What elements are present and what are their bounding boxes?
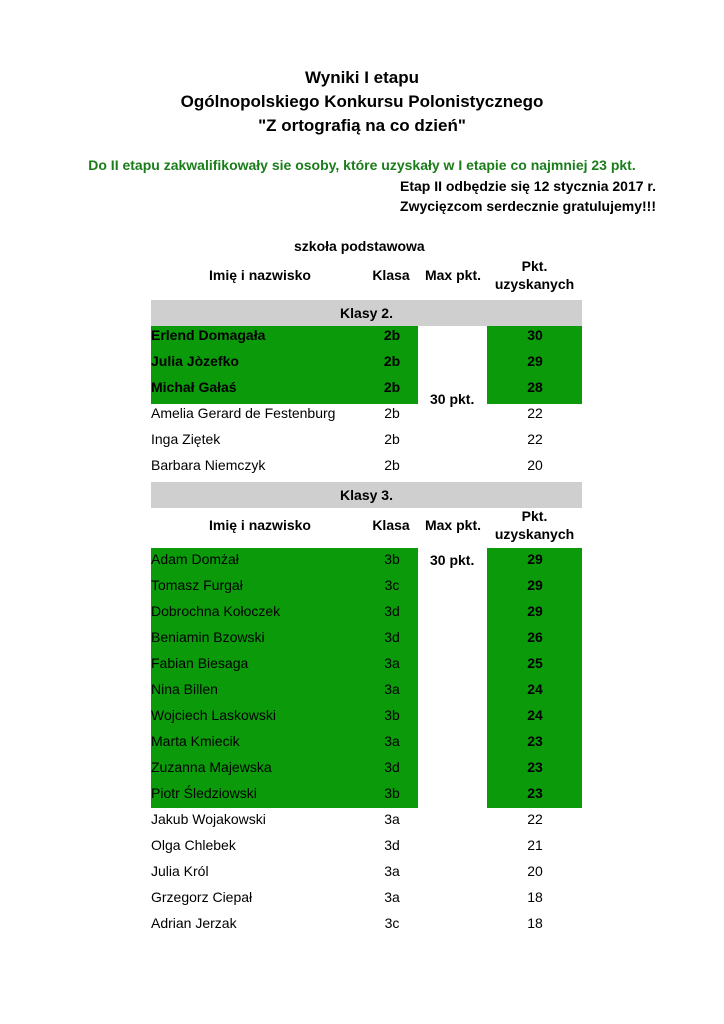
table-row [151, 650, 582, 676]
header-max: Max pkt. [424, 517, 481, 533]
participant-name: Zuzanna Majewska [151, 759, 272, 775]
max-points: 30 pkt. [430, 391, 475, 407]
participant-points: 28 [527, 379, 543, 395]
congratulations: Zwycięzcom serdecznie gratulujemy!!! [400, 198, 656, 214]
group-band-class-3: Klasy 3. [151, 482, 582, 508]
participant-name: Fabian Biesaga [151, 655, 249, 671]
header-points-2: uzyskanych [494, 276, 575, 292]
group-band-class-2: Klasy 2. [151, 300, 582, 326]
participant-points: 22 [527, 811, 543, 827]
table-row [151, 806, 582, 832]
header-name: Imię i nazwisko [209, 517, 311, 533]
participant-class: 3a [384, 811, 400, 827]
participant-class: 3c [384, 915, 400, 931]
title-line-2: Ogólnopolskiego Konkursu Polonistycznego [180, 92, 544, 111]
participant-points: 23 [527, 759, 543, 775]
table-row [151, 624, 582, 650]
participant-points: 22 [527, 431, 543, 447]
participant-points: 18 [527, 889, 543, 905]
title-line-1: Wyniki I etapu [305, 68, 419, 87]
participant-class: 3a [384, 863, 400, 879]
participant-class: 3a [384, 681, 400, 697]
table-row [151, 858, 582, 884]
participant-class: 3d [384, 629, 400, 645]
table-row [151, 572, 582, 598]
participant-name: Piotr Śledziowski [151, 785, 257, 801]
header-class: Klasa [372, 267, 410, 283]
participant-class: 3b [384, 707, 400, 723]
participant-class: 3b [384, 785, 400, 801]
participant-name: Erlend Domagała [151, 327, 266, 343]
header-name: Imię i nazwisko [209, 267, 311, 283]
table-row [151, 780, 582, 806]
participant-class: 2b [383, 353, 401, 369]
title-line-3: "Z ortografią na co dzień" [258, 116, 466, 135]
participant-name: Grzegorz Ciepał [151, 889, 253, 905]
participant-points: 29 [527, 577, 543, 593]
participant-name: Wojciech Laskowski [151, 707, 277, 723]
participant-name: Adam Domżał [151, 551, 239, 567]
participant-class: 2b [383, 379, 401, 395]
participant-name: Marta Kmiecik [151, 733, 240, 749]
participant-class: 2b [384, 457, 400, 473]
table-row [151, 322, 582, 348]
table-row [151, 884, 582, 910]
participant-points: 29 [527, 603, 543, 619]
participant-points: 23 [527, 785, 543, 801]
participant-class: 2b [384, 431, 400, 447]
participant-points: 24 [527, 681, 543, 697]
participant-name: Beniamin Bzowski [151, 629, 265, 645]
table-row [151, 426, 582, 452]
participant-name: Dobrochna Kołoczek [151, 603, 281, 619]
participant-class: 3c [384, 577, 400, 593]
participant-class: 2b [383, 327, 401, 343]
participant-points: 18 [527, 915, 543, 931]
participant-points: 24 [527, 707, 543, 723]
participant-name: Adrian Jerzak [151, 915, 237, 931]
participant-points: 29 [527, 551, 543, 567]
table-row [151, 702, 582, 728]
table-row [151, 910, 582, 936]
participant-class: 3b [384, 551, 400, 567]
participant-points: 26 [527, 629, 543, 645]
participant-class: 3a [384, 889, 400, 905]
participant-class: 3d [384, 837, 400, 853]
participant-points: 21 [527, 837, 543, 853]
participant-name: Michał Gałaś [151, 379, 237, 395]
participant-points: 20 [527, 457, 543, 473]
header-class: Klasa [372, 517, 410, 533]
table-row [151, 452, 582, 478]
participant-name: Inga Ziętek [151, 431, 221, 447]
participant-name: Julia Jòzefko [151, 353, 239, 369]
participant-points: 23 [527, 733, 543, 749]
header-points-2: uzyskanych [494, 526, 575, 542]
header-points-1: Pkt. [521, 258, 548, 274]
table-row [151, 728, 582, 754]
school-level: szkoła podstawowa [294, 238, 425, 254]
participant-points: 20 [527, 863, 543, 879]
header-points-1: Pkt. [521, 508, 548, 524]
table-row [151, 676, 582, 702]
table-row [151, 546, 582, 572]
participant-class: 3d [384, 759, 400, 775]
participant-name: Olga Chlebek [151, 837, 236, 853]
participant-name: Julia Król [151, 863, 209, 879]
participant-class: 3d [384, 603, 400, 619]
participant-name: Nina Billen [151, 681, 218, 697]
participant-class: 2b [384, 405, 400, 421]
table-row [151, 754, 582, 780]
qualification-notice: Do II etapu zakwalifikowały sie osoby, które uzyskały w I etapie co najmniej 23 pkt. [88, 157, 636, 173]
table-row [151, 374, 582, 400]
participant-name: Jakub Wojakowski [151, 811, 266, 827]
participant-class: 3a [384, 655, 400, 671]
participant-name: Tomasz Furgał [151, 577, 243, 593]
table-row [151, 598, 582, 624]
participant-name: Amelia Gerard de Festenburg [151, 405, 336, 421]
participant-name: Barbara Niemczyk [151, 457, 266, 473]
header-max: Max pkt. [424, 267, 481, 283]
participant-class: 3a [384, 733, 400, 749]
participant-points: 22 [527, 405, 543, 421]
participant-points: 30 [527, 327, 543, 343]
table-row [151, 348, 582, 374]
max-points: 30 pkt. [430, 552, 475, 568]
participant-points: 25 [527, 655, 543, 671]
participant-points: 29 [527, 353, 543, 369]
stage-date: Etap II odbędzie się 12 stycznia 2017 r. [399, 178, 656, 194]
table-row [151, 832, 582, 858]
table-row [151, 400, 582, 426]
